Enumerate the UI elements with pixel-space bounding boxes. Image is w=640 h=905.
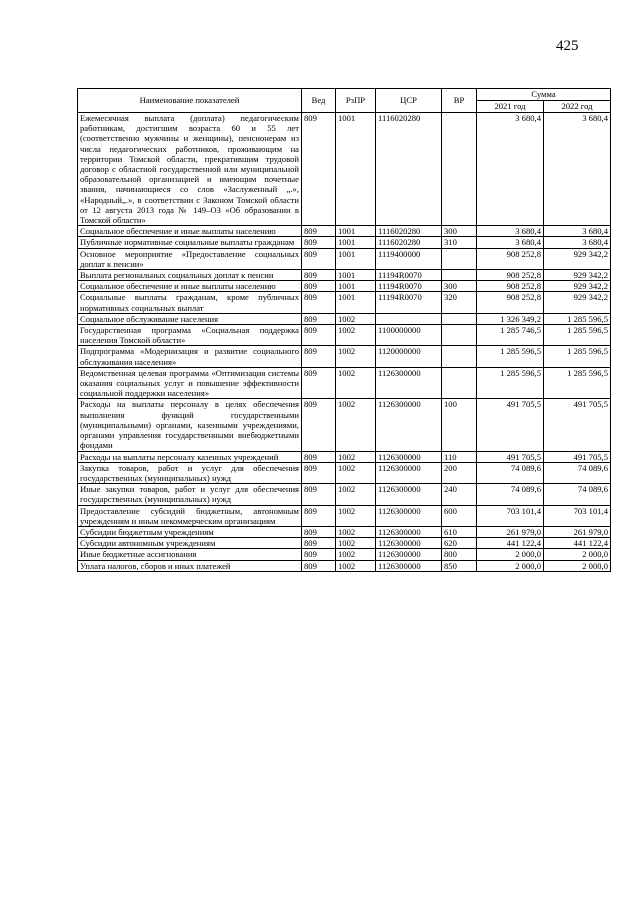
cell-name: Основное мероприятие «Предоставление социальных доплат к пенсии» <box>78 248 302 269</box>
cell-ved: 809 <box>302 451 336 462</box>
cell-csr: 1126300000 <box>376 367 442 399</box>
cell-ved: 809 <box>302 113 336 226</box>
cell-sum-2021: 908 252,8 <box>477 281 544 292</box>
cell-sum-2022: 441 122,4 <box>544 538 611 549</box>
cell-csr: 1120000000 <box>376 346 442 367</box>
cell-vr <box>442 367 477 399</box>
cell-rzpr: 1002 <box>336 560 376 571</box>
cell-sum-2021: 1 326 349,2 <box>477 313 544 324</box>
cell-name: Ведомственная целевая программа «Оптимизация системы оказания социальных услуг и повышение эффективности социальной поддержки населения» <box>78 367 302 399</box>
cell-ved: 809 <box>302 526 336 537</box>
cell-ved: 809 <box>302 367 336 399</box>
header-sum: Сумма <box>477 89 611 101</box>
cell-sum-2021: 1 285 596,5 <box>477 346 544 367</box>
cell-sum-2021: 3 680,4 <box>477 113 544 226</box>
cell-sum-2021: 703 101,4 <box>477 505 544 526</box>
cell-vr <box>442 113 477 226</box>
cell-csr: 1126300000 <box>376 505 442 526</box>
cell-sum-2021: 1 285 596,5 <box>477 367 544 399</box>
cell-rzpr: 1002 <box>336 538 376 549</box>
cell-sum-2022: 1 285 596,5 <box>544 325 611 346</box>
cell-ved: 809 <box>302 292 336 313</box>
cell-sum-2021: 908 252,8 <box>477 292 544 313</box>
header-csr: ЦСР <box>376 89 442 113</box>
cell-vr <box>442 248 477 269</box>
cell-sum-2021: 908 252,8 <box>477 248 544 269</box>
cell-vr: 620 <box>442 538 477 549</box>
cell-ved: 809 <box>302 549 336 560</box>
cell-vr: 110 <box>442 451 477 462</box>
cell-csr <box>376 313 442 324</box>
cell-ved: 809 <box>302 399 336 451</box>
cell-ved: 809 <box>302 505 336 526</box>
cell-csr: 11194R0070 <box>376 270 442 281</box>
cell-name: Государственная программа «Социальная поддержка населения Томской области» <box>78 325 302 346</box>
cell-name: Закупка товаров, работ и услуг для обеспечения государственных (муниципальных) нужд <box>78 462 302 483</box>
cell-name: Социальное обслуживание населения <box>78 313 302 324</box>
cell-csr: 1126300000 <box>376 538 442 549</box>
cell-vr: 100 <box>442 399 477 451</box>
cell-csr: 1116020280 <box>376 113 442 226</box>
cell-csr: 11194R0070 <box>376 281 442 292</box>
cell-name: Социальное обеспечение и иные выплаты населению <box>78 281 302 292</box>
cell-csr: 1116020280 <box>376 226 442 237</box>
cell-sum-2022: 3 680,4 <box>544 237 611 248</box>
cell-rzpr: 1001 <box>336 226 376 237</box>
cell-sum-2022: 3 680,4 <box>544 113 611 226</box>
cell-vr: 600 <box>442 505 477 526</box>
table-row <box>78 237 611 248</box>
cell-ved: 809 <box>302 270 336 281</box>
cell-sum-2022: 929 342,2 <box>544 292 611 313</box>
cell-name: Субсидии бюджетным учреждениям <box>78 526 302 537</box>
table-row <box>78 451 611 462</box>
cell-csr: 1126300000 <box>376 526 442 537</box>
cell-name: Выплата региональных социальных доплат к пенсии <box>78 270 302 281</box>
cell-vr <box>442 325 477 346</box>
cell-sum-2022: 929 342,2 <box>544 248 611 269</box>
table-header <box>78 89 611 113</box>
header-vr: ВР <box>442 89 477 113</box>
cell-ved: 809 <box>302 313 336 324</box>
cell-sum-2021: 491 705,5 <box>477 451 544 462</box>
cell-ved: 809 <box>302 237 336 248</box>
cell-ved: 809 <box>302 538 336 549</box>
cell-rzpr: 1002 <box>336 451 376 462</box>
cell-rzpr: 1002 <box>336 484 376 505</box>
table-row <box>78 226 611 237</box>
table-row <box>78 505 611 526</box>
cell-csr: 11194R0070 <box>376 292 442 313</box>
cell-sum-2021: 441 122,4 <box>477 538 544 549</box>
cell-ved: 809 <box>302 484 336 505</box>
cell-sum-2022: 74 089,6 <box>544 462 611 483</box>
table-row <box>78 248 611 269</box>
cell-csr: 1126300000 <box>376 560 442 571</box>
cell-sum-2021: 1 285 746,5 <box>477 325 544 346</box>
cell-rzpr: 1002 <box>336 313 376 324</box>
cell-vr: 200 <box>442 462 477 483</box>
table-row <box>78 549 611 560</box>
cell-vr: 300 <box>442 226 477 237</box>
cell-sum-2022: 929 342,2 <box>544 281 611 292</box>
cell-name: Уплата налогов, сборов и иных платежей <box>78 560 302 571</box>
cell-rzpr: 1002 <box>336 399 376 451</box>
cell-csr: 1100000000 <box>376 325 442 346</box>
cell-sum-2022: 1 285 596,5 <box>544 313 611 324</box>
table-row <box>78 313 611 324</box>
table-row <box>78 113 611 226</box>
cell-ved: 809 <box>302 248 336 269</box>
cell-name: Социальные выплаты гражданам, кроме публичных нормативных социальных выплат <box>78 292 302 313</box>
cell-sum-2022: 1 285 596,5 <box>544 346 611 367</box>
cell-ved: 809 <box>302 346 336 367</box>
cell-rzpr: 1002 <box>336 325 376 346</box>
cell-sum-2021: 2 000,0 <box>477 549 544 560</box>
table-body <box>78 113 611 572</box>
cell-sum-2022: 2 000,0 <box>544 560 611 571</box>
cell-name: Ежемесячная выплата (доплата) педагогическим работникам, достигшим возраста 60 и 55 лет (соответственно мужчины и женщины), пенсионерам из числа педагогических работников, проживающим на территории Томской области, прекратившим трудовой договор с областной государственной или муниципальной образовательной организацией и имеющим почетные звания, начинающиеся со слов «Заслуженный „.», «Народный„.», в соответствии с Законом Томской области от 12 августа 2013 года № 149–ОЗ «Об образовании в Томской области» <box>78 113 302 226</box>
cell-vr: 320 <box>442 292 477 313</box>
cell-rzpr: 1002 <box>336 549 376 560</box>
cell-name: Социальное обеспечение и иные выплаты населению <box>78 226 302 237</box>
cell-name: Иные закупки товаров, работ и услуг для обеспечения государственных (муниципальных) нужд <box>78 484 302 505</box>
cell-sum-2022: 2 000,0 <box>544 549 611 560</box>
cell-csr: 1126300000 <box>376 462 442 483</box>
budget-table <box>77 88 611 572</box>
cell-csr: 1126300000 <box>376 484 442 505</box>
header-rzpr: РзПР <box>336 89 376 113</box>
cell-rzpr: 1001 <box>336 237 376 248</box>
cell-vr: 850 <box>442 560 477 571</box>
cell-ved: 809 <box>302 560 336 571</box>
cell-ved: 809 <box>302 226 336 237</box>
cell-ved: 809 <box>302 325 336 346</box>
table-row <box>78 560 611 571</box>
cell-rzpr: 1001 <box>336 248 376 269</box>
cell-sum-2021: 261 979,0 <box>477 526 544 537</box>
table-row <box>78 270 611 281</box>
header-year-2022: 2022 год <box>544 101 611 113</box>
cell-name: Предоставление субсидий бюджетным, автономным учреждениям и иным некоммерческим организациям <box>78 505 302 526</box>
cell-sum-2022: 703 101,4 <box>544 505 611 526</box>
cell-vr <box>442 313 477 324</box>
cell-vr: 240 <box>442 484 477 505</box>
cell-csr: 1116020280 <box>376 237 442 248</box>
cell-rzpr: 1001 <box>336 113 376 226</box>
cell-vr: 310 <box>442 237 477 248</box>
cell-name: Расходы на выплаты персоналу казенных учреждений <box>78 451 302 462</box>
cell-rzpr: 1002 <box>336 526 376 537</box>
header-year-2021: 2021 год <box>477 101 544 113</box>
cell-ved: 809 <box>302 281 336 292</box>
cell-sum-2021: 491 705,5 <box>477 399 544 451</box>
cell-sum-2022: 491 705,5 <box>544 451 611 462</box>
cell-name: Расходы на выплаты персоналу в целях обеспечения выполнения функций государственными (муниципальными) органами, казенными учреждениями, органами управления государственными внебюджетными фондами <box>78 399 302 451</box>
cell-sum-2022: 74 089,6 <box>544 484 611 505</box>
cell-ved: 809 <box>302 462 336 483</box>
table-row <box>78 325 611 346</box>
cell-rzpr: 1001 <box>336 281 376 292</box>
table-row <box>78 484 611 505</box>
header-name: Наименование показателей <box>78 89 302 113</box>
cell-rzpr: 1002 <box>336 462 376 483</box>
table-row <box>78 399 611 451</box>
cell-sum-2021: 908 252,8 <box>477 270 544 281</box>
cell-csr: 1119400000 <box>376 248 442 269</box>
cell-vr <box>442 270 477 281</box>
cell-rzpr: 1002 <box>336 346 376 367</box>
cell-rzpr: 1001 <box>336 270 376 281</box>
cell-csr: 1126300000 <box>376 399 442 451</box>
cell-vr: 300 <box>442 281 477 292</box>
cell-sum-2022: 929 342,2 <box>544 270 611 281</box>
header-ved: Вед <box>302 89 336 113</box>
cell-sum-2022: 261 979,0 <box>544 526 611 537</box>
cell-sum-2021: 3 680,4 <box>477 237 544 248</box>
cell-vr <box>442 346 477 367</box>
cell-name: Иные бюджетные ассигнования <box>78 549 302 560</box>
table-row <box>78 281 611 292</box>
cell-sum-2021: 74 089,6 <box>477 484 544 505</box>
cell-rzpr: 1002 <box>336 367 376 399</box>
cell-csr: 1126300000 <box>376 451 442 462</box>
table-row <box>78 346 611 367</box>
page-number: 425 <box>556 38 579 54</box>
cell-rzpr: 1002 <box>336 505 376 526</box>
cell-sum-2022: 3 680,4 <box>544 226 611 237</box>
cell-name: Публичные нормативные социальные выплаты гражданам <box>78 237 302 248</box>
cell-csr: 1126300000 <box>376 549 442 560</box>
table-row <box>78 538 611 549</box>
cell-rzpr: 1001 <box>336 292 376 313</box>
cell-sum-2021: 74 089,6 <box>477 462 544 483</box>
cell-name: Подпрограмма «Модернизация и развитие социального обслуживания населения» <box>78 346 302 367</box>
cell-sum-2021: 2 000,0 <box>477 560 544 571</box>
cell-sum-2021: 3 680,4 <box>477 226 544 237</box>
cell-vr: 800 <box>442 549 477 560</box>
table-row <box>78 292 611 313</box>
cell-name: Субсидии автономным учреждениям <box>78 538 302 549</box>
table-row <box>78 462 611 483</box>
table-row <box>78 526 611 537</box>
table-row <box>78 367 611 399</box>
cell-vr: 610 <box>442 526 477 537</box>
cell-sum-2022: 1 285 596,5 <box>544 367 611 399</box>
cell-sum-2022: 491 705,5 <box>544 399 611 451</box>
